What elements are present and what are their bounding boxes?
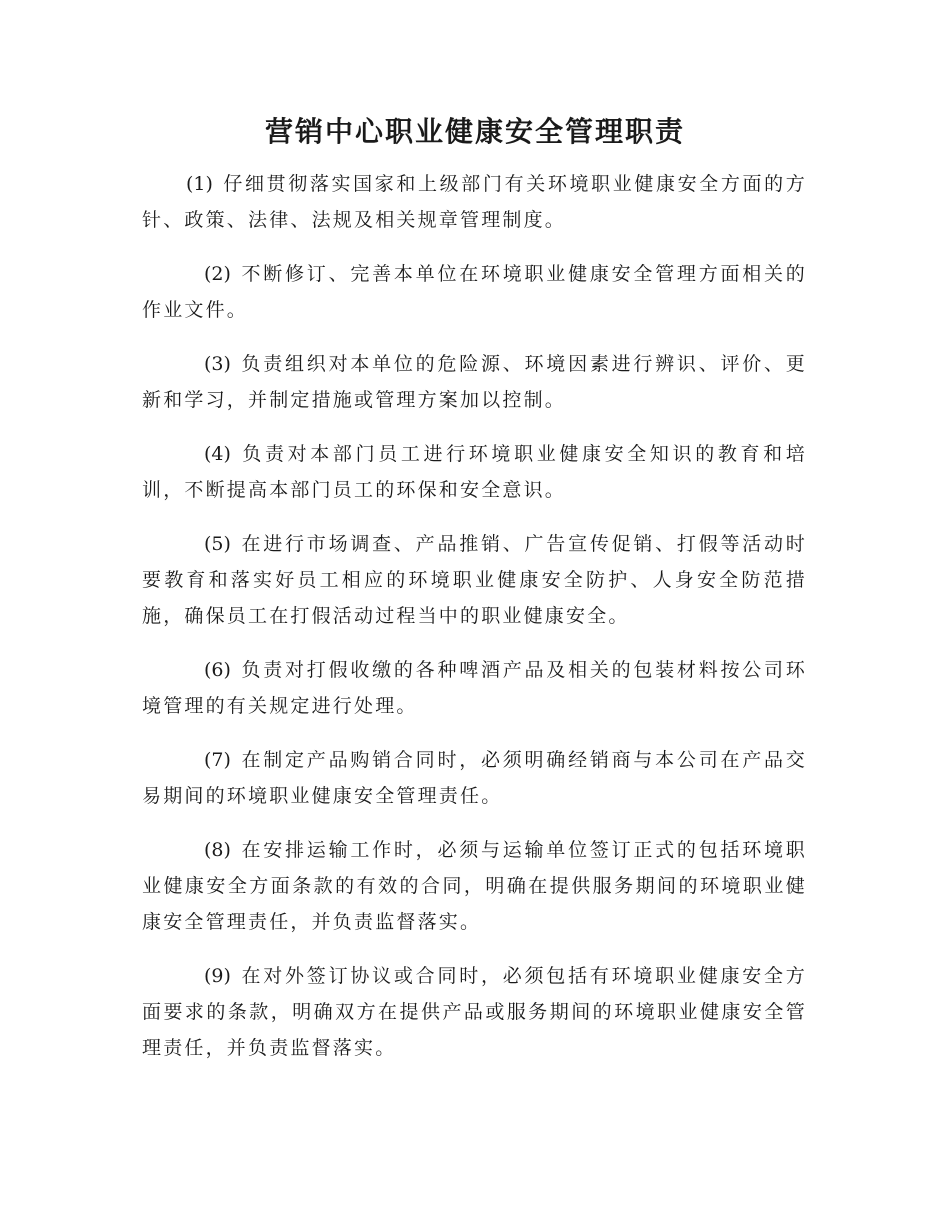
paragraph-text: 负责对本部门员工进行环境职业健康安全知识的教育和培训，不断提高本部门员工的环保和安全意识。 (142, 443, 807, 501)
paragraph-text: 在对外签订协议或合同时，必须包括有环境职业健康安全方面要求的条款，明确双方在提供产品或服务期间的环境职业健康安全管理责任，并负责监督落实。 (142, 965, 807, 1059)
document-title: 营销中心职业健康安全管理职责 (264, 115, 685, 148)
paragraph-number: (8) (204, 839, 231, 861)
paragraph-number: (1) (186, 173, 213, 195)
paragraph-number: (4) (204, 443, 231, 465)
paragraph-7 (142, 742, 807, 814)
paragraph-text: 负责对打假收缴的各种啤酒产品及相关的包装材料按公司环境管理的有关规定进行处理。 (142, 659, 807, 717)
paragraph-text: 在制定产品购销合同时，必须明确经销商与本公司在产品交易期间的环境职业健康安全管理责任。 (142, 749, 807, 807)
paragraph-text: 仔细贯彻落实国家和上级部门有关环境职业健康安全方面的方针、政策、法律、法规及相关规章管理制度。 (142, 173, 807, 231)
paragraph-6 (142, 652, 807, 724)
paragraph-text: 在进行市场调查、产品推销、广告宣传促销、打假等活动时要教育和落实好员工相应的环境职业健康安全防护、人身安全防范措施，确保员工在打假活动过程当中的职业健康安全。 (142, 533, 807, 627)
document-body (142, 166, 807, 1084)
paragraph-text: 负责组织对本单位的危险源、环境因素进行辨识、评价、更新和学习，并制定措施或管理方案加以控制。 (142, 353, 807, 411)
paragraph-5 (142, 526, 807, 634)
paragraph-1 (142, 166, 807, 238)
paragraph-number: (7) (204, 749, 231, 771)
paragraph-number: (2) (204, 263, 231, 285)
paragraph-3 (142, 346, 807, 418)
paragraph-9 (142, 958, 807, 1066)
paragraph-number: (3) (204, 353, 231, 375)
paragraph-number: (5) (204, 533, 231, 555)
paragraph-2 (142, 256, 807, 328)
paragraph-number: (9) (204, 965, 231, 987)
paragraph-8 (142, 832, 807, 940)
paragraph-text: 不断修订、完善本单位在环境职业健康安全管理方面相关的作业文件。 (142, 263, 807, 321)
paragraph-text: 在安排运输工作时，必须与运输单位签订正式的包括环境职业健康安全方面条款的有效的合同，明确在提供服务期间的环境职业健康安全管理责任，并负责监督落实。 (142, 839, 807, 933)
paragraph-number: (6) (204, 659, 231, 681)
paragraph-4 (142, 436, 807, 508)
